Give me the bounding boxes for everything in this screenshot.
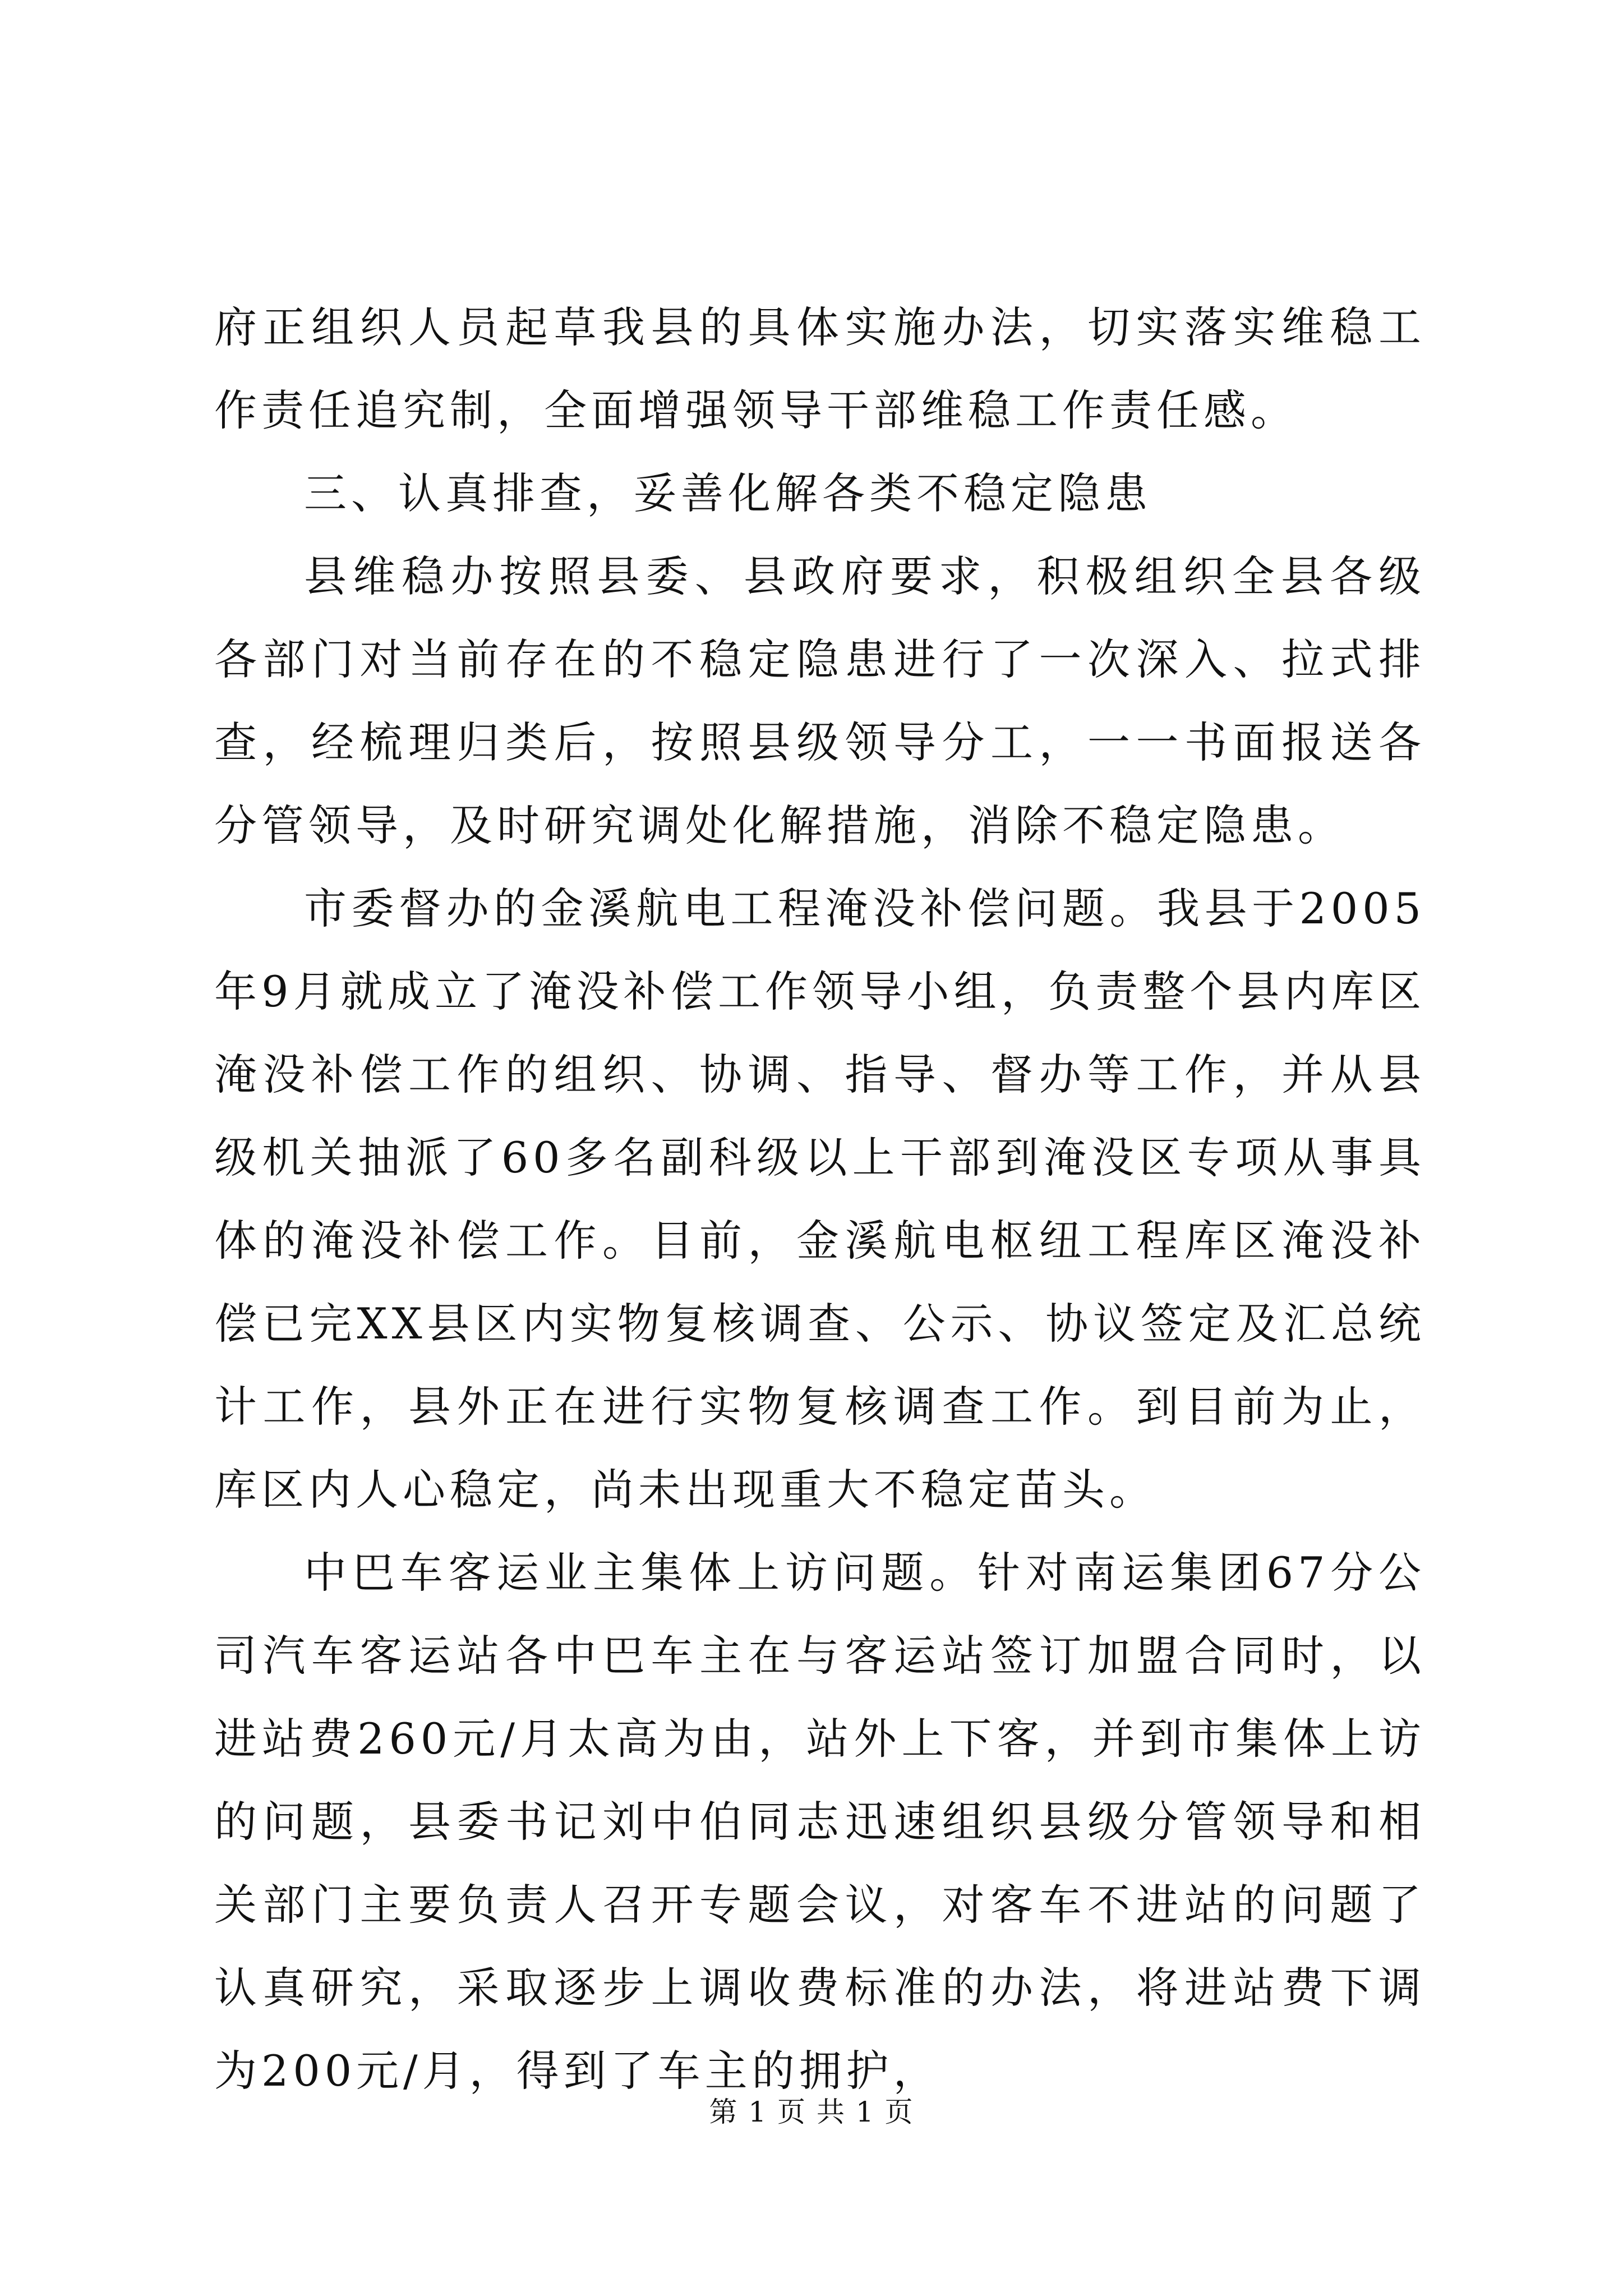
paragraph-3: 市委督办的金溪航电工程淹没补偿问题。我县于2005年9月就成立了淹没补偿工作领导小组，负责整个县内库区淹没补偿工作的组织、协调、指导、督办等工作，并从县级机关抽派了60多名副科级以上干部到淹没区专项从事具体的淹没补偿工作。目前，金溪航电枢纽工程库区淹没补偿已完XX县区内实物复核调查、公示、协议签定及汇总统计工作，县外正在进行实物复核调查工作。到目前为止，库区内人心稳定，尚未出现重大不稳定苗头。 <box>214 884 1426 1515</box>
document-body <box>214 286 1426 2113</box>
paragraph-1: 府正组织人员起草我县的具体实施办法，切实落实维稳工作责任追究制，全面增强领导干部维稳工作责任感。 <box>214 302 1426 435</box>
page-footer: 第 1 页 共 1 页 <box>709 2096 914 2128</box>
paragraph-4: 中巴车客运业主集体上访问题。针对南运集团67分公司汽车客运站各中巴车主在与客运站签订加盟合同时，以进站费260元/月太高为由，站外上下客，并到市集体上访的问题，县委书记刘中伯同志迅速组织县级分管领导和相关部门主要负责人召开专题会议，对客车不进站的问题了认真研究，采取逐步上调收费标准的办法，将进站费下调为200元/月，得到了车主的拥护， <box>214 1548 1426 2096</box>
paragraph-2: 县维稳办按照县委、县政府要求，积极组织全县各级各部门对当前存在的不稳定隐患进行了一次深入、拉式排查，经梳理归类后，按照县级领导分工，一一书面报送各分管领导，及时研究调处化解措施，消除不稳定隐患。 <box>214 551 1426 850</box>
section-heading: 三、认真排查，妥善化解各类不稳定隐患 <box>304 468 1152 518</box>
